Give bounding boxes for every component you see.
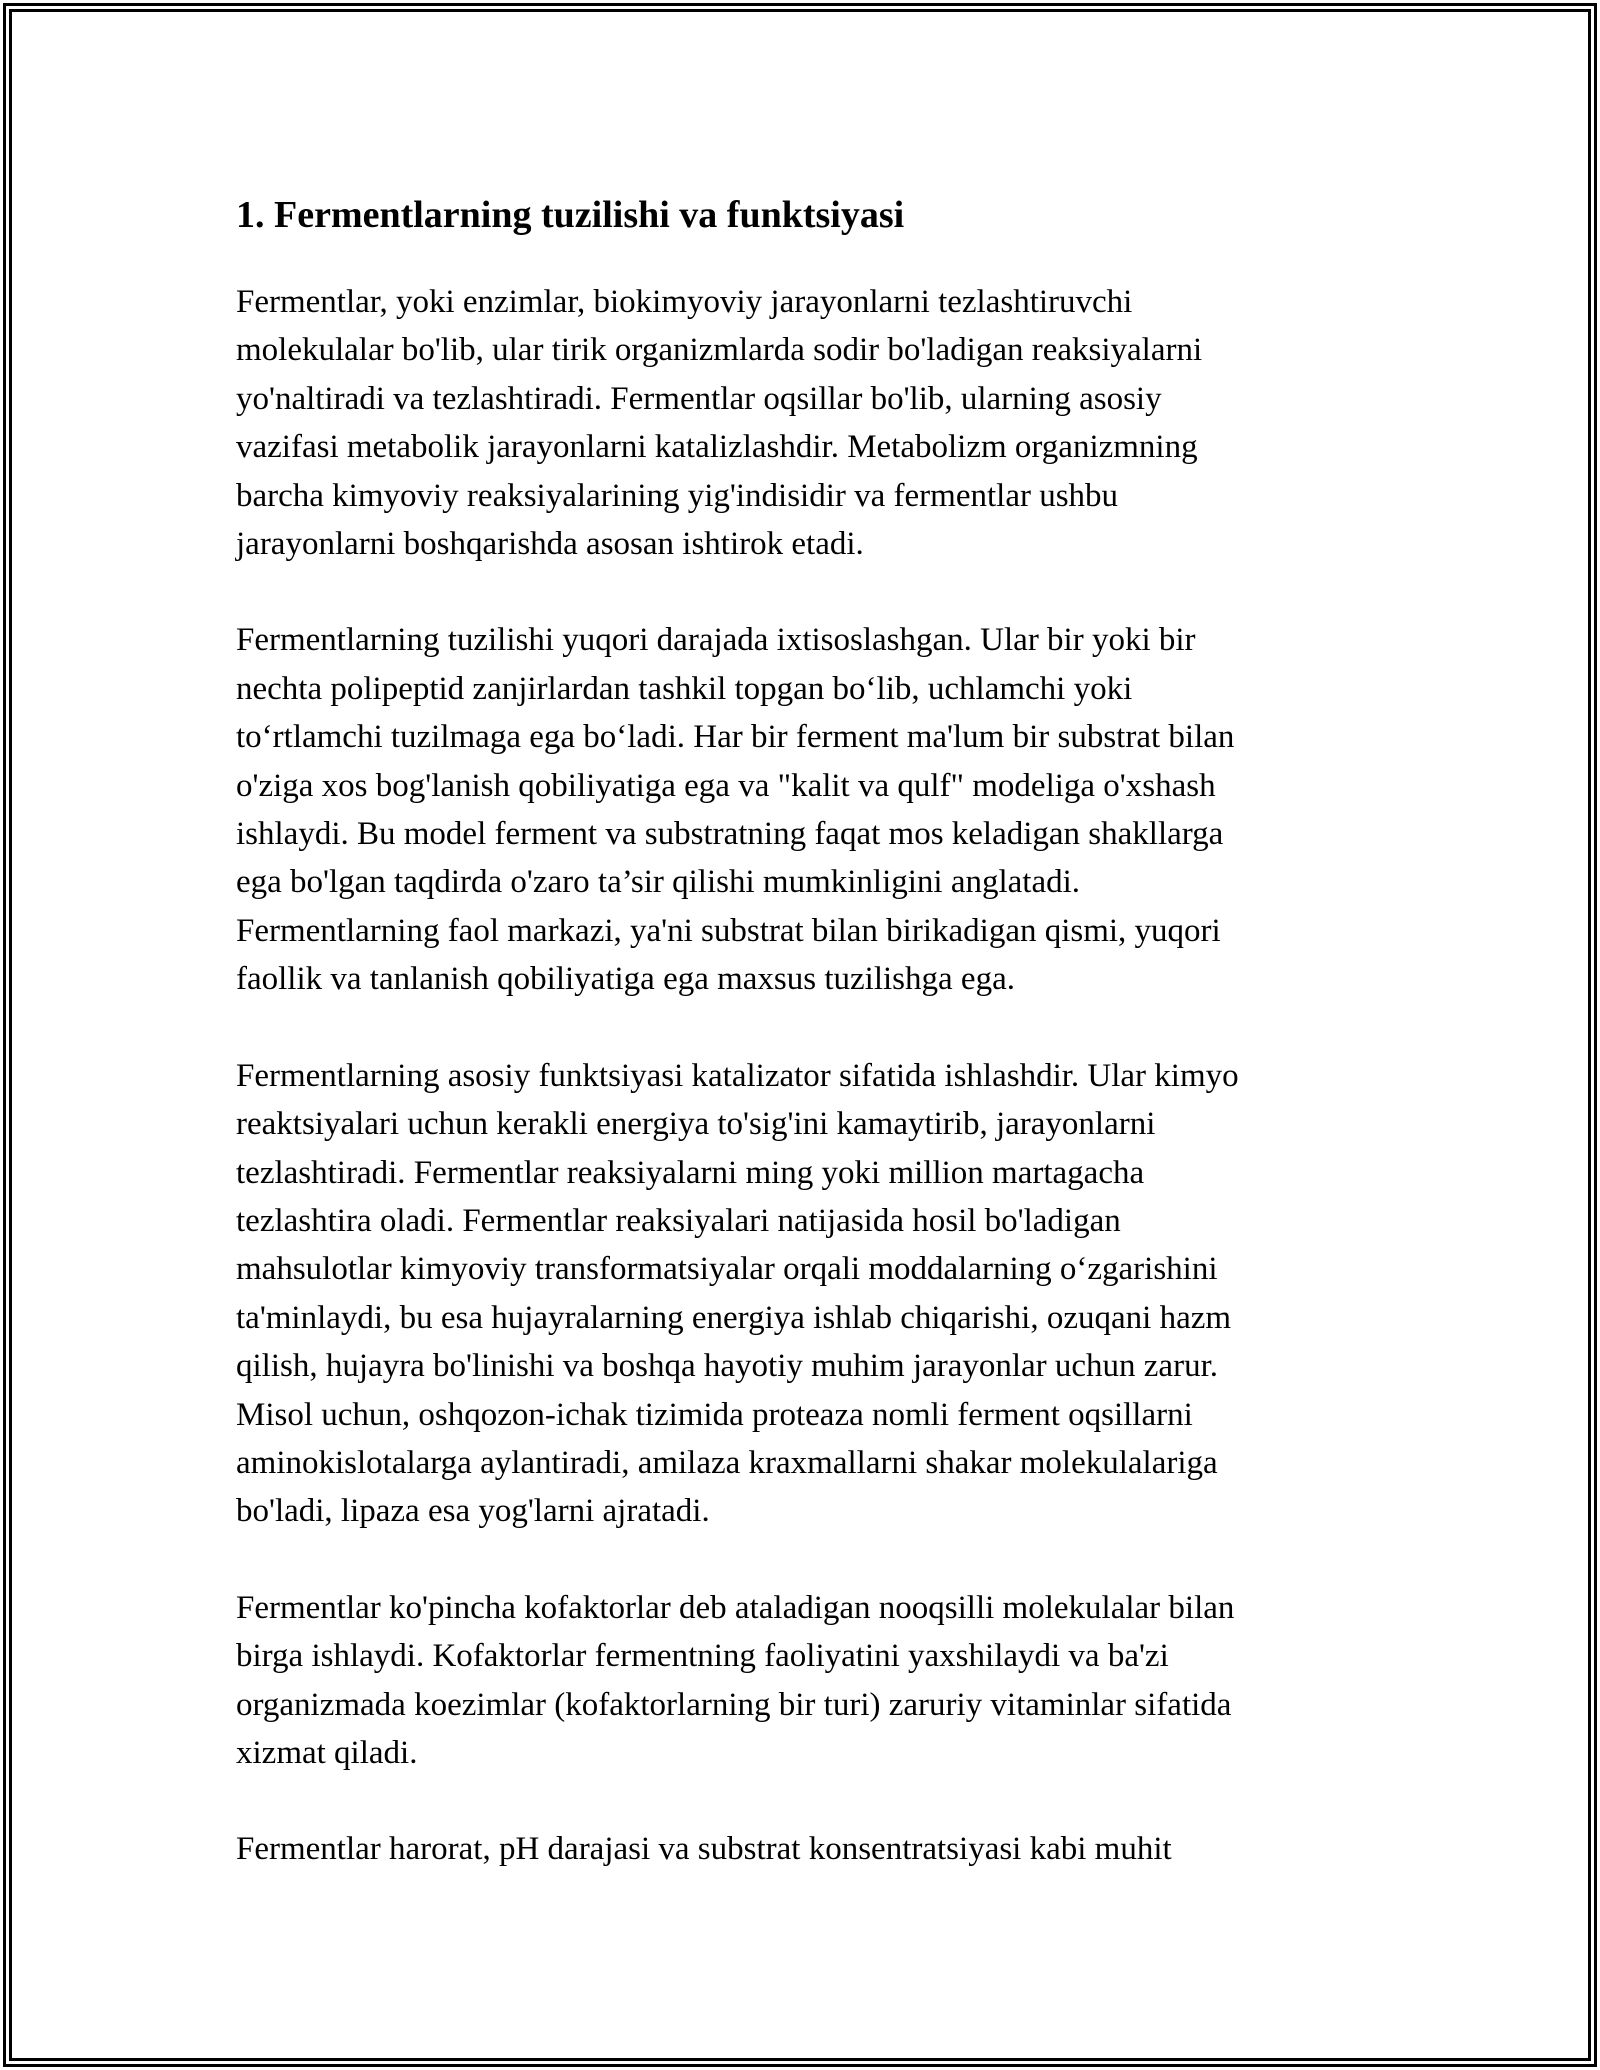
section-title: 1. Fermentlarning tuzilishi va funktsiyasi <box>236 194 905 236</box>
document-body <box>236 182 1366 1922</box>
paragraph-4: Fermentlar ko'pincha kofaktorlar deb ataladigan nooqsilli molekulalar bilan birga ishlaydi. Kofaktorlar fermentning faoliyatini yaxshilaydi va ba'zi organizmada koezimlar (kofaktorlarning bir turi) zaruriy vitaminlar sifatida xizmat qiladi. <box>236 1589 1235 1771</box>
paragraph-5: Fermentlar harorat, pH darajasi va substrat konsentratsiyasi kabi muhit <box>236 1831 1172 1868</box>
paragraph-1: Fermentlar, yoki enzimlar, biokimyoviy jarayonlarni tezlashtiruvchi molekulalar bo'lib, ular tirik organizmlarda sodir bo'ladigan reaksiyalarni yo'naltiradi va tezlashtiradi. Fermentlar oqsillar bo'lib, ularning asosiy vazifasi metabolik jarayonlarni katalizlashdir. Metabolizm organizmning barcha kimyoviy reaksiyalarining yig'indisidir va fermentlar ushbu jarayonlarni boshqarishda asosan ishtirok etadi. <box>236 284 1203 563</box>
paragraph-3: Fermentlarning asosiy funktsiyasi katalizator sifatida ishlashdir. Ular kimyo reaktsiyalari uchun kerakli energiya to'sig'ini kamaytirib, jarayonlarni tezlashtiradi. Fermentlar reaksiyalarni ming yoki million martagacha tezlashtira oladi. Fermentlar reaksiyalari natijasida hosil bo'ladigan mahsulotlar kimyoviy transformatsiyalar orqali moddalarning o‘zgarishini ta'minlaydi, bu esa hujayralarning energiya ishlab chiqarishi, ozuqani hazm qilish, hujayra bo'linishi va boshqa hayotiy muhim jarayonlar uchun zarur. Misol uchun, oshqozon-ichak tizimida proteaza nomli ferment oqsillarni aminokislotalarga aylantiradi, amilaza kraxmallarni shakar molekulalariga bo'ladi, lipaza esa yog'larni ajratadi. <box>236 1057 1239 1530</box>
paragraph-2: Fermentlarning tuzilishi yuqori darajada ixtisoslashgan. Ular bir yoki bir nechta polipeptid zanjirlardan tashkil topgan bo‘lib, uchlamchi yoki to‘rtlamchi tuzilmaga ega bo‘ladi. Har bir ferment ma'lum bir substrat bilan o'ziga xos bog'lanish qobiliyatiga ega va "kalit va qulf" modeliga o'xshash ishlaydi. Bu model ferment va substratning faqat mos keladigan shakllarga ega bo'lgan taqdirda o'zaro ta’sir qilishi mumkinligini anglatadi. Fermentlarning faol markazi, ya'ni substrat bilan birikadigan qismi, yuqori faollik va tanlanish qobiliyatiga ega maxsus tuzilishga ega. <box>236 622 1235 998</box>
